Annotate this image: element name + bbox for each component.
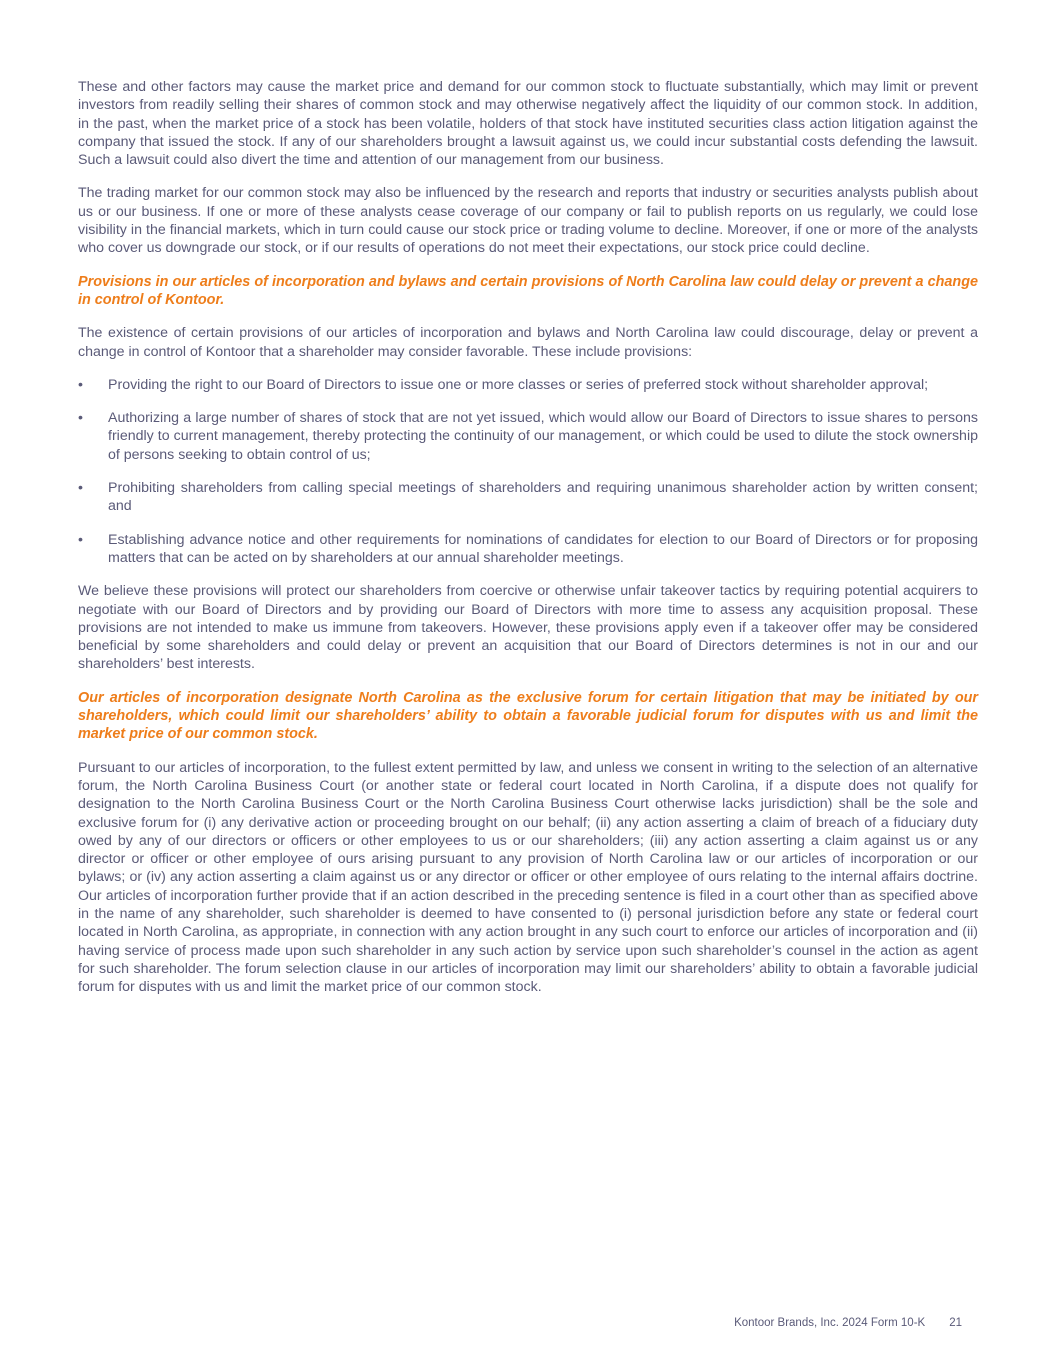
list-item-text: Prohibiting shareholders from calling special meetings of shareholders and requiring unanimous shareholder action by written consent; and: [108, 480, 978, 515]
list-item-text: Establishing advance notice and other requirements for nominations of candidates for election to our Board of Directors or for proposing matters that can be acted on by shareholders at our annual shareholder meetings.: [108, 531, 978, 566]
bullet-marker: •: [78, 531, 83, 548]
list-item-text: Providing the right to our Board of Directors to issue one or more classes or series of preferred stock without shareholder approval;: [108, 376, 929, 393]
bullet-marker: •: [78, 410, 83, 427]
list-item-text: Authorizing a large number of shares of stock that are not yet issued, which would allow our Board of Directors to issue shares to persons friendly to current management, thereby protecting the continuity of our management, or which could be used to dilute the stock ownership of persons seeking to obtain control of us;: [108, 410, 978, 463]
list-item: [78, 531, 978, 568]
list-item: [78, 376, 978, 394]
document-body: [78, 78, 978, 1011]
paragraph: These and other factors may cause the market price and demand for our common stock to fluctuate substantially, which may limit or prevent investors from readily selling their shares of common stock and may otherwise negatively affect the liquidity of our common stock. In addition, in the past, when the market price of a stock has been volatile, holders of that stock have instituted securities class action litigation against the company that issued the stock. If any of our shareholders brought a lawsuit against us, we could incur substantial costs defending the lawsuit. Such a lawsuit could also divert the time and attention of our management from our business.: [78, 79, 978, 169]
paragraph: We believe these provisions will protect our shareholders from coercive or otherwise unfair takeover tactics by requiring potential acquirers to negotiate with our Board of Directors and by providing our Board of Directors with more time to assess any acquisition proposal. These provisions are not intended to make us immune from takeovers. However, these provisions apply even if a takeover offer may be considered beneficial by some shareholders and could delay or prevent an acquisition that our Board of Directors determines is not in our and our shareholders’ best interests.: [78, 583, 978, 673]
risk-factor-heading: Provisions in our articles of incorporation and bylaws and certain provisions of North Carolina law could delay or prevent a change in control of Kontoor.: [78, 273, 978, 308]
bullet-marker: •: [78, 480, 83, 497]
paragraph: The existence of certain provisions of our articles of incorporation and bylaws and North Carolina law could discourage, delay or prevent a change in control of Kontoor that a shareholder may consider favorable. These include provisions:: [78, 325, 978, 360]
paragraph: Pursuant to our articles of incorporation, to the fullest extent permitted by law, and unless we consent in writing to the selection of an alternative forum, the North Carolina Business Court (or another state or federal court located in North Carolina, if a dispute does not qualify for designation to the North Carolina Business Court or the North Carolina Business Court otherwise lacks jurisdiction) shall be the sole and exclusive forum for (i) any derivative action or proceeding brought on our behalf; (ii) any action asserting a claim of breach of a fiduciary duty owed by any of our directors or officers or other employees to us or our shareholders; (iii) any action asserting a claim against us or any director or officer or other employee of ours arising pursuant to any provision of North Carolina law or our articles of incorporation or our bylaws; or (iv) any action asserting a claim against us or any director or officer or other employee of ours relating to the internal affairs doctrine. Our articles of incorporation further provide that if an action described in the preceding sentence is filed in a court other than as specified above in the name of any shareholder, such shareholder is deemed to have consented to (i) personal jurisdiction before any state or federal court located in North Carolina, as appropriate, in connection with any action brought in any such court to enforce our articles of incorporation and (ii) having service of process made upon such shareholder in any such action by service upon such shareholder’s counsel in the action as agent for such shareholder. The forum selection clause in our articles of incorporation may limit our shareholders’ ability to obtain a favorable judicial forum for disputes with us and limit the market price of our common stock.: [78, 759, 978, 996]
provisions-list: [78, 376, 978, 567]
list-item: [78, 479, 978, 516]
footer-doc-title: Kontoor Brands, Inc. 2024 Form 10-K: [734, 1317, 926, 1329]
page-number: 21: [949, 1317, 962, 1329]
paragraph: The trading market for our common stock may also be influenced by the research and reports that industry or securities analysts publish about us or our business. If one or more of these analysts cease coverage of our company or fail to publish reports on us regularly, we could lose visibility in the financial markets, which in turn could cause our stock price or trading volume to decline. Moreover, if one or more of the analysts who cover us downgrade our stock, or if our results of operations do not meet their expectations, our stock price could decline.: [78, 185, 978, 257]
risk-factor-heading: Our articles of incorporation designate North Carolina as the exclusive forum for certain litigation that may be initiated by our shareholders, which could limit our shareholders’ ability to obtain a favorable judicial forum for disputes with us and limit the market price of our common stock.: [78, 689, 978, 743]
bullet-marker: •: [78, 376, 83, 393]
list-item: [78, 409, 978, 464]
page-footer: [734, 1317, 962, 1329]
